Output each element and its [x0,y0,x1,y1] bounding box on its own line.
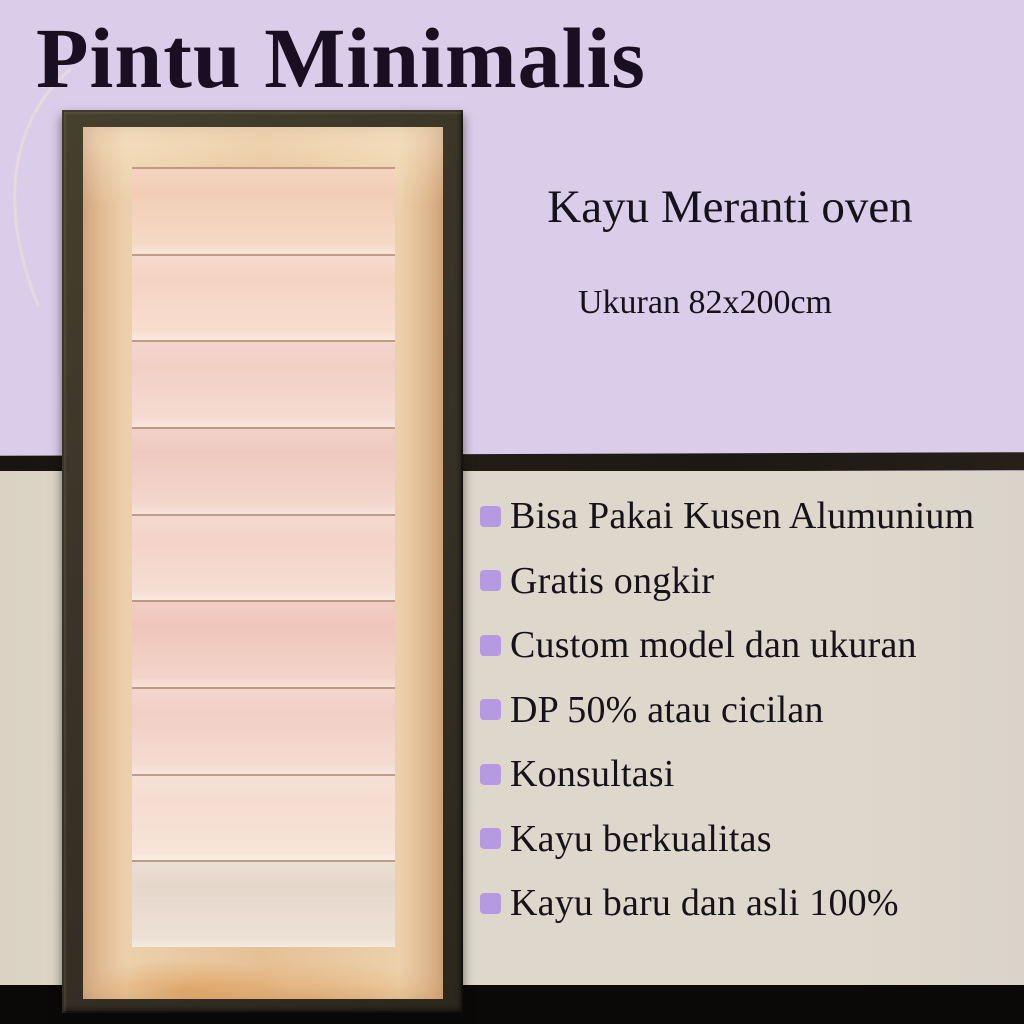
feature-text: DP 50% atau cicilan [510,688,824,731]
bullet-square-icon [480,570,501,591]
door-plank [132,514,395,601]
door-plank [132,254,395,341]
door-plank [132,340,395,427]
door-panel [132,167,395,947]
feature-text: Kayu berkualitas [510,817,772,860]
feature-item [480,484,974,549]
bullet-square-icon [480,828,501,849]
feature-text: Custom model dan ukuran [510,624,917,667]
page-title: Pintu Minimalis [36,10,646,106]
feature-item [480,678,974,743]
bullet-square-icon [480,635,501,656]
bullet-square-icon [480,699,501,720]
door-plank [132,687,395,774]
wood-type-label: Kayu Meranti oven [547,181,913,233]
feature-list [480,484,974,936]
size-label: Ukuran 82x200cm [577,284,832,321]
feature-item [480,742,974,807]
door-plank [132,860,395,947]
door-plank [132,427,395,514]
door-plank [132,774,395,861]
bullet-square-icon [480,893,501,914]
feature-text: Gratis ongkir [510,559,715,602]
door-plank [132,167,395,254]
feature-text: Kayu baru dan asli 100% [510,882,899,925]
bullet-square-icon [480,764,501,785]
door-wood-frame [83,127,443,999]
feature-text: Bisa Pakai Kusen Alumunium [510,495,975,538]
door-plank [132,600,395,687]
feature-item [480,871,974,936]
feature-text: Konsultasi [510,753,675,796]
door-photo [62,110,463,1013]
feature-item [480,613,974,678]
feature-item [480,549,974,614]
feature-item [480,807,974,872]
bullet-square-icon [480,506,501,527]
